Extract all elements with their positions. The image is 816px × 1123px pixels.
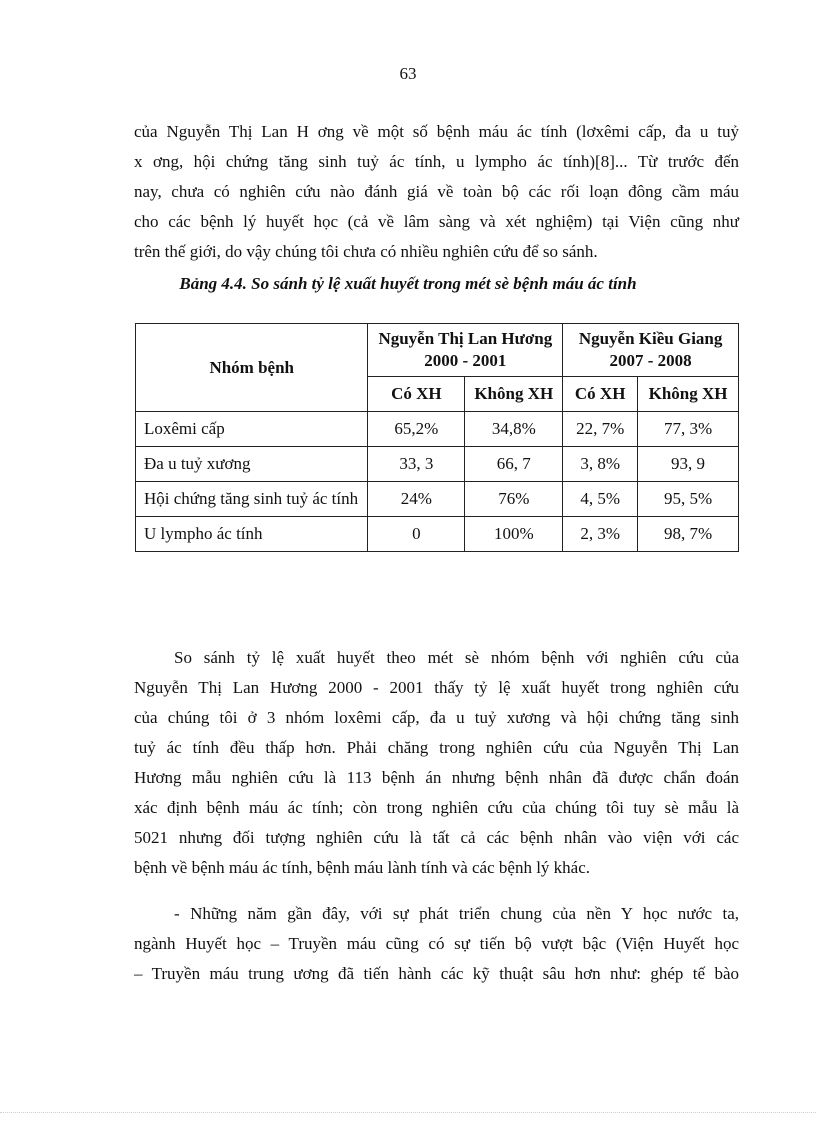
text-line: của chúng tôi ở 3 nhóm loxêmi cấp, đa u tuỷ xương và hội chứng tăng sinh xyxy=(134,708,739,727)
paragraph-recent-years xyxy=(134,899,739,989)
cell-group: U lympho ác tính xyxy=(136,517,368,552)
cell-s1-khong: 76% xyxy=(465,482,563,517)
table-row xyxy=(136,412,739,447)
cell-s1-co: 65,2% xyxy=(368,412,465,447)
cell-s1-co: 33, 3 xyxy=(368,447,465,482)
cell-group: Loxêmi cấp xyxy=(136,412,368,447)
paragraph-comparison xyxy=(134,643,739,883)
table-row xyxy=(136,482,739,517)
header-khong-xh-1: Không XH xyxy=(465,377,563,412)
cell-s2-khong: 95, 5% xyxy=(638,482,739,517)
header-study-2: Nguyễn Kiều Giang 2007 - 2008 xyxy=(563,324,739,377)
text-line: So sánh tỷ lệ xuất huyết theo mét sè nhóm bệnh với nghiên cứu của xyxy=(174,648,739,667)
text-line: - Những năm gần đây, với sự phát triển chung của nền Y học nước ta, xyxy=(174,904,739,923)
text-line: bệnh về bệnh máu ác tính, bệnh máu lành tính và các bệnh lý khác. xyxy=(134,858,591,877)
paragraph-intro xyxy=(134,117,739,267)
text-line: Hương mẫu nghiên cứu là 113 bệnh án nhưng bệnh nhân đã được chẩn đoán xyxy=(134,768,739,787)
cell-s1-khong: 100% xyxy=(465,517,563,552)
cell-s1-co: 0 xyxy=(368,517,465,552)
cell-s2-khong: 93, 9 xyxy=(638,447,739,482)
text-line: cho các bệnh lý huyết học (cả về lâm sàng và xét nghiệm) tại Viện cũng như xyxy=(134,212,739,231)
text-line: trên thế giới, do vậy chúng tôi chưa có nhiều nghiên cứu để so sánh. xyxy=(134,242,598,261)
header-co-xh-2: Có XH xyxy=(563,377,638,412)
text-line: xác định bệnh máu ác tính; còn trong nghiên cứu của chúng tôi tuy sè mẫu là xyxy=(134,798,739,817)
cell-s2-co: 22, 7% xyxy=(563,412,638,447)
cell-s2-khong: 77, 3% xyxy=(638,412,739,447)
cell-s2-co: 3, 8% xyxy=(563,447,638,482)
header-group: Nhóm bệnh xyxy=(136,324,368,412)
table-row xyxy=(136,447,739,482)
cell-s1-co: 24% xyxy=(368,482,465,517)
cell-s2-co: 2, 3% xyxy=(563,517,638,552)
text-line: – Truyền máu trung ương đã tiến hành các kỹ thuật sâu hơn như: ghép tế bào xyxy=(134,964,739,983)
table-header-row xyxy=(136,324,739,377)
text-line: của Nguyễn Thị Lan H ơng về một số bệnh máu ác tính (lơxêmi cấp, đa u tuỷ xyxy=(134,122,739,141)
page-number: 63 xyxy=(399,64,417,83)
cell-s1-khong: 66, 7 xyxy=(465,447,563,482)
text-line: Nguyễn Thị Lan Hương 2000 - 2001 thấy tỷ lệ xuất huyết trong nghiên cứu xyxy=(134,678,739,697)
text-line: ngành Huyết học – Truyền máu cũng có sự tiến bộ vượt bậc (Viện Huyết học xyxy=(134,934,739,953)
cell-s2-khong: 98, 7% xyxy=(638,517,739,552)
text-line: 5021 nhưng đối tượng nghiên cứu là tất cả các bệnh nhân vào viện với các xyxy=(134,828,739,847)
cell-group: Hội chứng tăng sinh tuỷ ác tính xyxy=(136,482,368,517)
table-row xyxy=(136,517,739,552)
header-study-1: Nguyễn Thị Lan Hương 2000 - 2001 xyxy=(368,324,563,377)
table-caption: Bảng 4.4. So sánh tỷ lệ xuất huyết trong mét sè bệnh máu ác tính xyxy=(179,274,637,293)
cell-s2-co: 4, 5% xyxy=(563,482,638,517)
text-line: x ơng, hội chứng tăng sinh tuỷ ác tính, u lympho ác tính)[8]... Từ trước đến xyxy=(134,152,739,171)
text-line: tuỷ ác tính đều thấp hơn. Phải chăng trong nghiên cứu của Nguyễn Thị Lan xyxy=(134,738,739,757)
comparison-table xyxy=(135,323,739,552)
cell-s1-khong: 34,8% xyxy=(465,412,563,447)
cell-group: Đa u tuỷ xương xyxy=(136,447,368,482)
header-co-xh-1: Có XH xyxy=(368,377,465,412)
text-line: nay, chưa có nghiên cứu nào đánh giá về toàn bộ các rối loạn đông cầm máu xyxy=(134,182,739,201)
page-bottom-divider xyxy=(0,1112,816,1113)
header-khong-xh-2: Không XH xyxy=(638,377,739,412)
